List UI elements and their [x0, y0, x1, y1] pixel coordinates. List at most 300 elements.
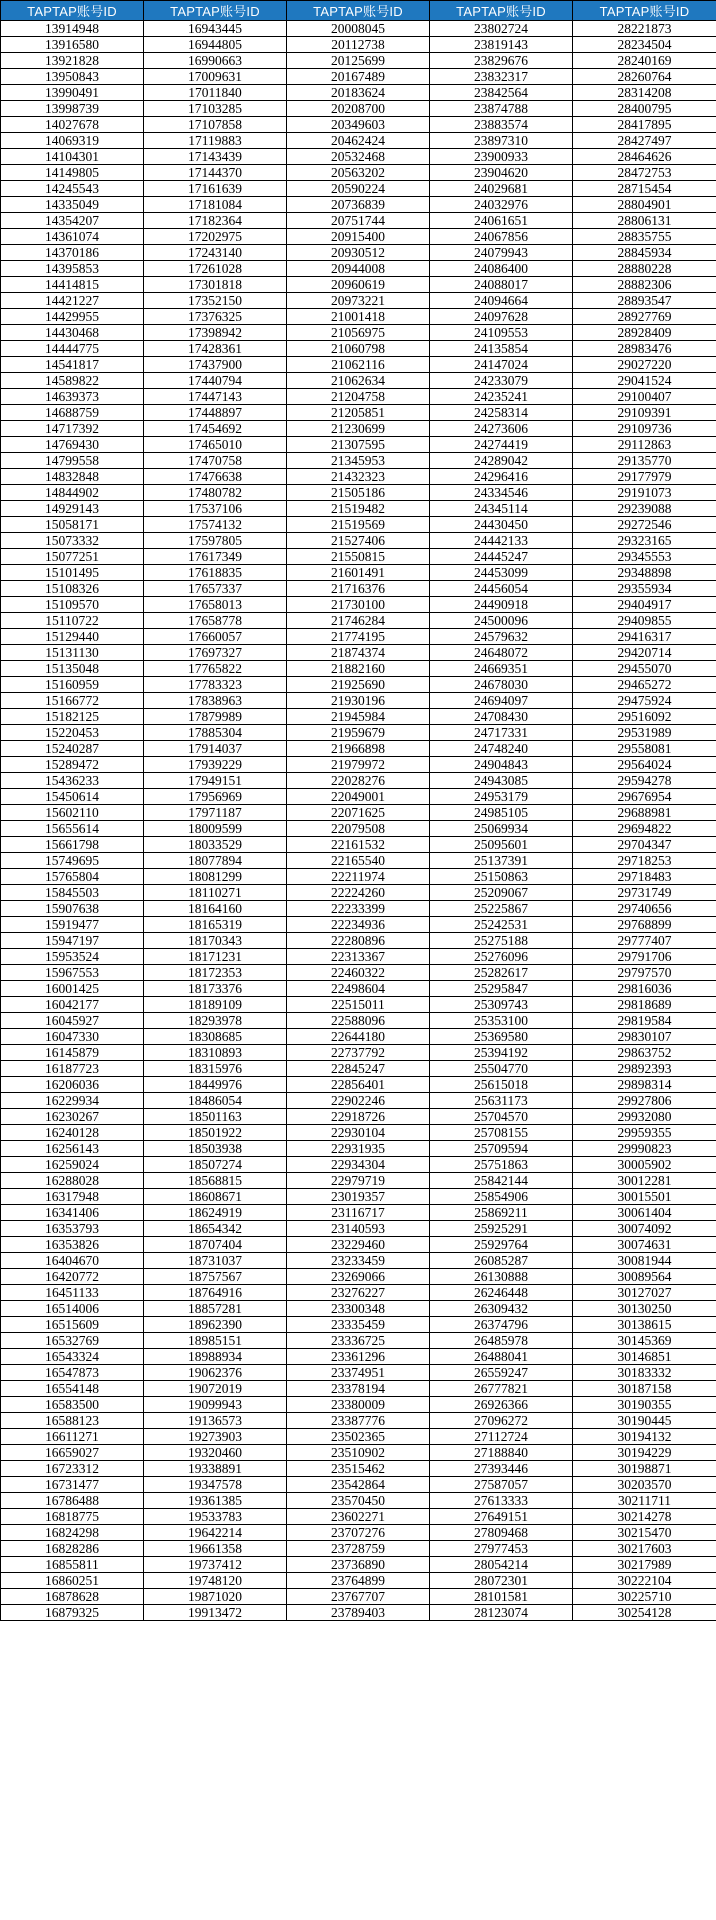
table-cell: 16353793 [1, 1221, 144, 1237]
table-cell: 25751863 [430, 1157, 573, 1173]
table-row [1, 1109, 716, 1125]
table-cell: 28927769 [573, 309, 716, 325]
table-cell: 29272546 [573, 517, 716, 533]
table-cell: 18507274 [144, 1157, 287, 1173]
table-row [1, 469, 716, 485]
table-cell: 23707276 [287, 1525, 430, 1541]
table-row [1, 1061, 716, 1077]
table-cell: 29816036 [573, 981, 716, 997]
table-cell: 17202975 [144, 229, 287, 245]
table-row [1, 1349, 716, 1365]
table-cell: 16047330 [1, 1029, 144, 1045]
table-row [1, 1077, 716, 1093]
table-cell: 24648072 [430, 645, 573, 661]
table-cell: 17617349 [144, 549, 287, 565]
table-cell: 16230267 [1, 1109, 144, 1125]
table-cell: 27393446 [430, 1461, 573, 1477]
table-cell: 29718253 [573, 853, 716, 869]
table-cell: 21945984 [287, 709, 430, 725]
table-cell: 22460322 [287, 965, 430, 981]
table-cell: 22498604 [287, 981, 430, 997]
table-row [1, 981, 716, 997]
table-row [1, 1029, 716, 1045]
table-cell: 22644180 [287, 1029, 430, 1045]
table-cell: 25095601 [430, 837, 573, 853]
table-cell: 18172353 [144, 965, 287, 981]
table-cell: 21060798 [287, 341, 430, 357]
table-row [1, 645, 716, 661]
table-cell: 24274419 [430, 437, 573, 453]
table-cell: 15073332 [1, 533, 144, 549]
table-cell: 17697327 [144, 645, 287, 661]
table-cell: 17301818 [144, 277, 287, 293]
table-row [1, 1557, 716, 1573]
table-cell: 29027220 [573, 357, 716, 373]
table-cell: 25242531 [430, 917, 573, 933]
table-cell: 18501163 [144, 1109, 287, 1125]
table-cell: 29420714 [573, 645, 716, 661]
table-cell: 26309432 [430, 1301, 573, 1317]
table-cell: 28472753 [573, 165, 716, 181]
table-cell: 19320460 [144, 1445, 287, 1461]
table-row [1, 277, 716, 293]
table-cell: 17143439 [144, 149, 287, 165]
table-cell: 28928409 [573, 325, 716, 341]
table-cell: 29404917 [573, 597, 716, 613]
table-cell: 22588096 [287, 1013, 430, 1029]
table-cell: 17428361 [144, 341, 287, 357]
table-cell: 21519569 [287, 517, 430, 533]
table-cell: 19273903 [144, 1429, 287, 1445]
table-cell: 20462424 [287, 133, 430, 149]
table-cell: 21205851 [287, 405, 430, 421]
table-cell: 14639373 [1, 389, 144, 405]
table-cell: 14832848 [1, 469, 144, 485]
table-row [1, 1285, 716, 1301]
table-cell: 29830107 [573, 1029, 716, 1045]
table-cell: 23829676 [430, 53, 573, 69]
table-cell: 14430468 [1, 325, 144, 341]
table-cell: 30061404 [573, 1205, 716, 1221]
table-cell: 30074092 [573, 1221, 716, 1237]
column-header: TAPTAP账号ID [287, 1, 430, 21]
table-cell: 20960619 [287, 277, 430, 293]
table-cell: 29898314 [573, 1077, 716, 1093]
table-cell: 24453099 [430, 565, 573, 581]
table-cell: 22280896 [287, 933, 430, 949]
table-row [1, 213, 716, 229]
table-cell: 30211711 [573, 1493, 716, 1509]
table-cell: 21979972 [287, 757, 430, 773]
table-cell: 28234504 [573, 37, 716, 53]
table-row [1, 901, 716, 917]
column-header: TAPTAP账号ID [430, 1, 573, 21]
table-cell: 21746284 [287, 613, 430, 629]
table-cell: 17660057 [144, 629, 287, 645]
table-cell: 23380009 [287, 1397, 430, 1413]
table-cell: 22902246 [287, 1093, 430, 1109]
table-cell: 25069934 [430, 821, 573, 837]
table-row [1, 1141, 716, 1157]
table-cell: 21925690 [287, 677, 430, 693]
table-cell: 17448897 [144, 405, 287, 421]
table-cell: 21930196 [287, 693, 430, 709]
table-cell: 16879325 [1, 1605, 144, 1621]
table-row [1, 421, 716, 437]
table-cell: 15101495 [1, 565, 144, 581]
table-cell: 23515462 [287, 1461, 430, 1477]
table-cell: 27649151 [430, 1509, 573, 1525]
table-row [1, 1445, 716, 1461]
table-cell: 15845503 [1, 885, 144, 901]
table-cell: 17011840 [144, 85, 287, 101]
table-cell: 20563202 [287, 165, 430, 181]
table-cell: 16543324 [1, 1349, 144, 1365]
table-cell: 15953524 [1, 949, 144, 965]
table-cell: 18654342 [144, 1221, 287, 1237]
table-cell: 16229934 [1, 1093, 144, 1109]
table-cell: 15450614 [1, 789, 144, 805]
table-cell: 16990663 [144, 53, 287, 69]
table-cell: 17879989 [144, 709, 287, 725]
table-cell: 25209067 [430, 885, 573, 901]
table-cell: 21345953 [287, 453, 430, 469]
table-cell: 17658013 [144, 597, 287, 613]
table-cell: 26246448 [430, 1285, 573, 1301]
table-cell: 29191073 [573, 485, 716, 501]
table-cell: 21230699 [287, 421, 430, 437]
table-cell: 18449976 [144, 1077, 287, 1093]
table-cell: 28427497 [573, 133, 716, 149]
table-cell: 22856401 [287, 1077, 430, 1093]
table-cell: 17939229 [144, 757, 287, 773]
table-cell: 24943085 [430, 773, 573, 789]
table-cell: 18486054 [144, 1093, 287, 1109]
table-cell: 26130888 [430, 1269, 573, 1285]
table-cell: 14929143 [1, 501, 144, 517]
table-cell: 16451133 [1, 1285, 144, 1301]
table-cell: 28221873 [573, 21, 716, 37]
table-cell: 28054214 [430, 1557, 573, 1573]
table-row [1, 37, 716, 53]
table-cell: 27613333 [430, 1493, 573, 1509]
table-cell: 29355934 [573, 581, 716, 597]
table-cell: 16420772 [1, 1269, 144, 1285]
table-cell: 27096272 [430, 1413, 573, 1429]
table-row [1, 725, 716, 741]
table-row [1, 197, 716, 213]
table-cell: 16588123 [1, 1413, 144, 1429]
table-cell: 15240287 [1, 741, 144, 757]
table-cell: 14245543 [1, 181, 144, 197]
table-cell: 23842564 [430, 85, 573, 101]
table-row [1, 293, 716, 309]
table-cell: 25137391 [430, 853, 573, 869]
table-cell: 24748240 [430, 741, 573, 757]
table-cell: 21307595 [287, 437, 430, 453]
table-cell: 16341406 [1, 1205, 144, 1221]
table-row [1, 53, 716, 69]
table-cell: 26559247 [430, 1365, 573, 1381]
table-row [1, 181, 716, 197]
table-cell: 29345553 [573, 549, 716, 565]
table-cell: 23233459 [287, 1253, 430, 1269]
table-cell: 16515609 [1, 1317, 144, 1333]
table-cell: 25631173 [430, 1093, 573, 1109]
table-cell: 16532769 [1, 1333, 144, 1349]
table-row [1, 101, 716, 117]
table-cell: 24061651 [430, 213, 573, 229]
table-cell: 24088017 [430, 277, 573, 293]
table-row [1, 501, 716, 517]
table-cell: 24669351 [430, 661, 573, 677]
table-cell: 13998739 [1, 101, 144, 117]
table-row [1, 485, 716, 501]
table-cell: 24147024 [430, 357, 573, 373]
table-cell: 24235241 [430, 389, 573, 405]
table-cell: 14414815 [1, 277, 144, 293]
table-cell: 30217989 [573, 1557, 716, 1573]
table-cell: 24694097 [430, 693, 573, 709]
table-cell: 16723312 [1, 1461, 144, 1477]
table-cell: 21056975 [287, 325, 430, 341]
table-cell: 18503938 [144, 1141, 287, 1157]
table-cell: 30146851 [573, 1349, 716, 1365]
table-cell: 19642214 [144, 1525, 287, 1541]
table-cell: 23140593 [287, 1221, 430, 1237]
table-cell: 24258314 [430, 405, 573, 421]
table-row [1, 1605, 716, 1621]
table-cell: 29348898 [573, 565, 716, 581]
table-cell: 16145879 [1, 1045, 144, 1061]
table-cell: 22233399 [287, 901, 430, 917]
table-cell: 16256143 [1, 1141, 144, 1157]
table-cell: 17658778 [144, 613, 287, 629]
table-row [1, 117, 716, 133]
table-row [1, 1381, 716, 1397]
table-row [1, 821, 716, 837]
table-row [1, 597, 716, 613]
table-cell: 29959355 [573, 1125, 716, 1141]
table-row [1, 1013, 716, 1029]
table-row [1, 517, 716, 533]
table-cell: 18707404 [144, 1237, 287, 1253]
table-row [1, 773, 716, 789]
table-cell: 20112738 [287, 37, 430, 53]
table-cell: 19347578 [144, 1477, 287, 1493]
table-cell: 18988934 [144, 1349, 287, 1365]
table-cell: 15166772 [1, 693, 144, 709]
table-cell: 22737792 [287, 1045, 430, 1061]
table-cell: 15907638 [1, 901, 144, 917]
table-row [1, 917, 716, 933]
table-row [1, 165, 716, 181]
table-cell: 15077251 [1, 549, 144, 565]
table-cell: 19338891 [144, 1461, 287, 1477]
table-cell: 23764899 [287, 1573, 430, 1589]
table-cell: 23276227 [287, 1285, 430, 1301]
table-cell: 15129440 [1, 629, 144, 645]
table-cell: 24708430 [430, 709, 573, 725]
table-cell: 14370186 [1, 245, 144, 261]
table-cell: 17447143 [144, 389, 287, 405]
table-cell: 25709594 [430, 1141, 573, 1157]
table-cell: 15220453 [1, 725, 144, 741]
table-cell: 18764916 [144, 1285, 287, 1301]
table-row [1, 325, 716, 341]
table-cell: 17009631 [144, 69, 287, 85]
table-cell: 17107858 [144, 117, 287, 133]
table-cell: 30198871 [573, 1461, 716, 1477]
table-cell: 25282617 [430, 965, 573, 981]
table-cell: 28806131 [573, 213, 716, 229]
table-cell: 16828286 [1, 1541, 144, 1557]
table-cell: 18077894 [144, 853, 287, 869]
table-cell: 17885304 [144, 725, 287, 741]
table-cell: 17971187 [144, 805, 287, 821]
table-cell: 29818689 [573, 997, 716, 1013]
table-cell: 25394192 [430, 1045, 573, 1061]
table-cell: 18170343 [144, 933, 287, 949]
table-cell: 15108326 [1, 581, 144, 597]
table-cell: 23387776 [287, 1413, 430, 1429]
table-cell: 24953179 [430, 789, 573, 805]
table-cell: 15947197 [1, 933, 144, 949]
table-cell: 25869211 [430, 1205, 573, 1221]
table-cell: 14395853 [1, 261, 144, 277]
table-cell: 13990491 [1, 85, 144, 101]
table-row [1, 1045, 716, 1061]
table-cell: 15655614 [1, 821, 144, 837]
table-cell: 29791706 [573, 949, 716, 965]
table-cell: 25295847 [430, 981, 573, 997]
table-cell: 25704570 [430, 1109, 573, 1125]
table-cell: 29932080 [573, 1109, 716, 1125]
table-cell: 23900933 [430, 149, 573, 165]
table-cell: 18501922 [144, 1125, 287, 1141]
table-row [1, 1253, 716, 1269]
table-row [1, 1269, 716, 1285]
table-cell: 17537106 [144, 501, 287, 517]
table-cell: 24273606 [430, 421, 573, 437]
table-cell: 24029681 [430, 181, 573, 197]
table-cell: 14361074 [1, 229, 144, 245]
table-cell: 16206036 [1, 1077, 144, 1093]
table-cell: 18173376 [144, 981, 287, 997]
table-row [1, 613, 716, 629]
table-cell: 17470758 [144, 453, 287, 469]
table-row [1, 1589, 716, 1605]
table-cell: 14149805 [1, 165, 144, 181]
table-cell: 30217603 [573, 1541, 716, 1557]
table-cell: 30089564 [573, 1269, 716, 1285]
table-body [1, 21, 716, 1621]
table-cell: 19136573 [144, 1413, 287, 1429]
table-row [1, 661, 716, 677]
column-header: TAPTAP账号ID [573, 1, 716, 21]
table-cell: 16855811 [1, 1557, 144, 1573]
table-cell: 13914948 [1, 21, 144, 37]
table-cell: 29688981 [573, 805, 716, 821]
table-cell: 16786488 [1, 1493, 144, 1509]
table-cell: 18081299 [144, 869, 287, 885]
table-cell: 23229460 [287, 1237, 430, 1253]
table-cell: 17161639 [144, 181, 287, 197]
table-cell: 16860251 [1, 1573, 144, 1589]
table-row [1, 341, 716, 357]
table-cell: 18608671 [144, 1189, 287, 1205]
table-cell: 24490918 [430, 597, 573, 613]
table-cell: 17261028 [144, 261, 287, 277]
table-cell: 24289042 [430, 453, 573, 469]
table-cell: 20944008 [287, 261, 430, 277]
table-row [1, 69, 716, 85]
table-cell: 18189109 [144, 997, 287, 1013]
table-cell: 30225710 [573, 1589, 716, 1605]
table-cell: 28880228 [573, 261, 716, 277]
table-row [1, 789, 716, 805]
table-cell: 29135770 [573, 453, 716, 469]
table-cell: 20751744 [287, 213, 430, 229]
table-cell: 20208700 [287, 101, 430, 117]
table-cell: 21601491 [287, 565, 430, 581]
table-cell: 18033529 [144, 837, 287, 853]
table-row [1, 837, 716, 853]
table-row [1, 949, 716, 965]
table-cell: 24678030 [430, 677, 573, 693]
table-cell: 25842144 [430, 1173, 573, 1189]
table-cell: 29177979 [573, 469, 716, 485]
table-cell: 16259024 [1, 1157, 144, 1173]
table-cell: 16317948 [1, 1189, 144, 1205]
table-cell: 17440794 [144, 373, 287, 389]
table-cell: 17480782 [144, 485, 287, 501]
table-cell: 25309743 [430, 997, 573, 1013]
table-cell: 16611271 [1, 1429, 144, 1445]
table-cell: 15058171 [1, 517, 144, 533]
table-cell: 30214278 [573, 1509, 716, 1525]
table-cell: 15131130 [1, 645, 144, 661]
table-cell: 21716376 [287, 581, 430, 597]
table-cell: 29676954 [573, 789, 716, 805]
table-cell: 17352150 [144, 293, 287, 309]
table-cell: 21062116 [287, 357, 430, 373]
table-cell: 28464626 [573, 149, 716, 165]
table-cell: 29109736 [573, 421, 716, 437]
table-cell: 23361296 [287, 1349, 430, 1365]
table-cell: 18962390 [144, 1317, 287, 1333]
table-cell: 19737412 [144, 1557, 287, 1573]
table-cell: 29041524 [573, 373, 716, 389]
table-cell: 29475924 [573, 693, 716, 709]
table-cell: 17949151 [144, 773, 287, 789]
table-cell: 21062634 [287, 373, 430, 389]
table-cell: 28400795 [573, 101, 716, 117]
table-cell: 18164160 [144, 901, 287, 917]
table-cell: 21204758 [287, 389, 430, 405]
table-cell: 15109570 [1, 597, 144, 613]
table-cell: 16042177 [1, 997, 144, 1013]
table-cell: 23819143 [430, 37, 573, 53]
table-cell: 25615018 [430, 1077, 573, 1093]
table-row [1, 741, 716, 757]
table-row [1, 565, 716, 581]
table-cell: 26777821 [430, 1381, 573, 1397]
table-cell: 29100407 [573, 389, 716, 405]
table-cell: 23802724 [430, 21, 573, 37]
table-cell: 16554148 [1, 1381, 144, 1397]
table-row [1, 1461, 716, 1477]
